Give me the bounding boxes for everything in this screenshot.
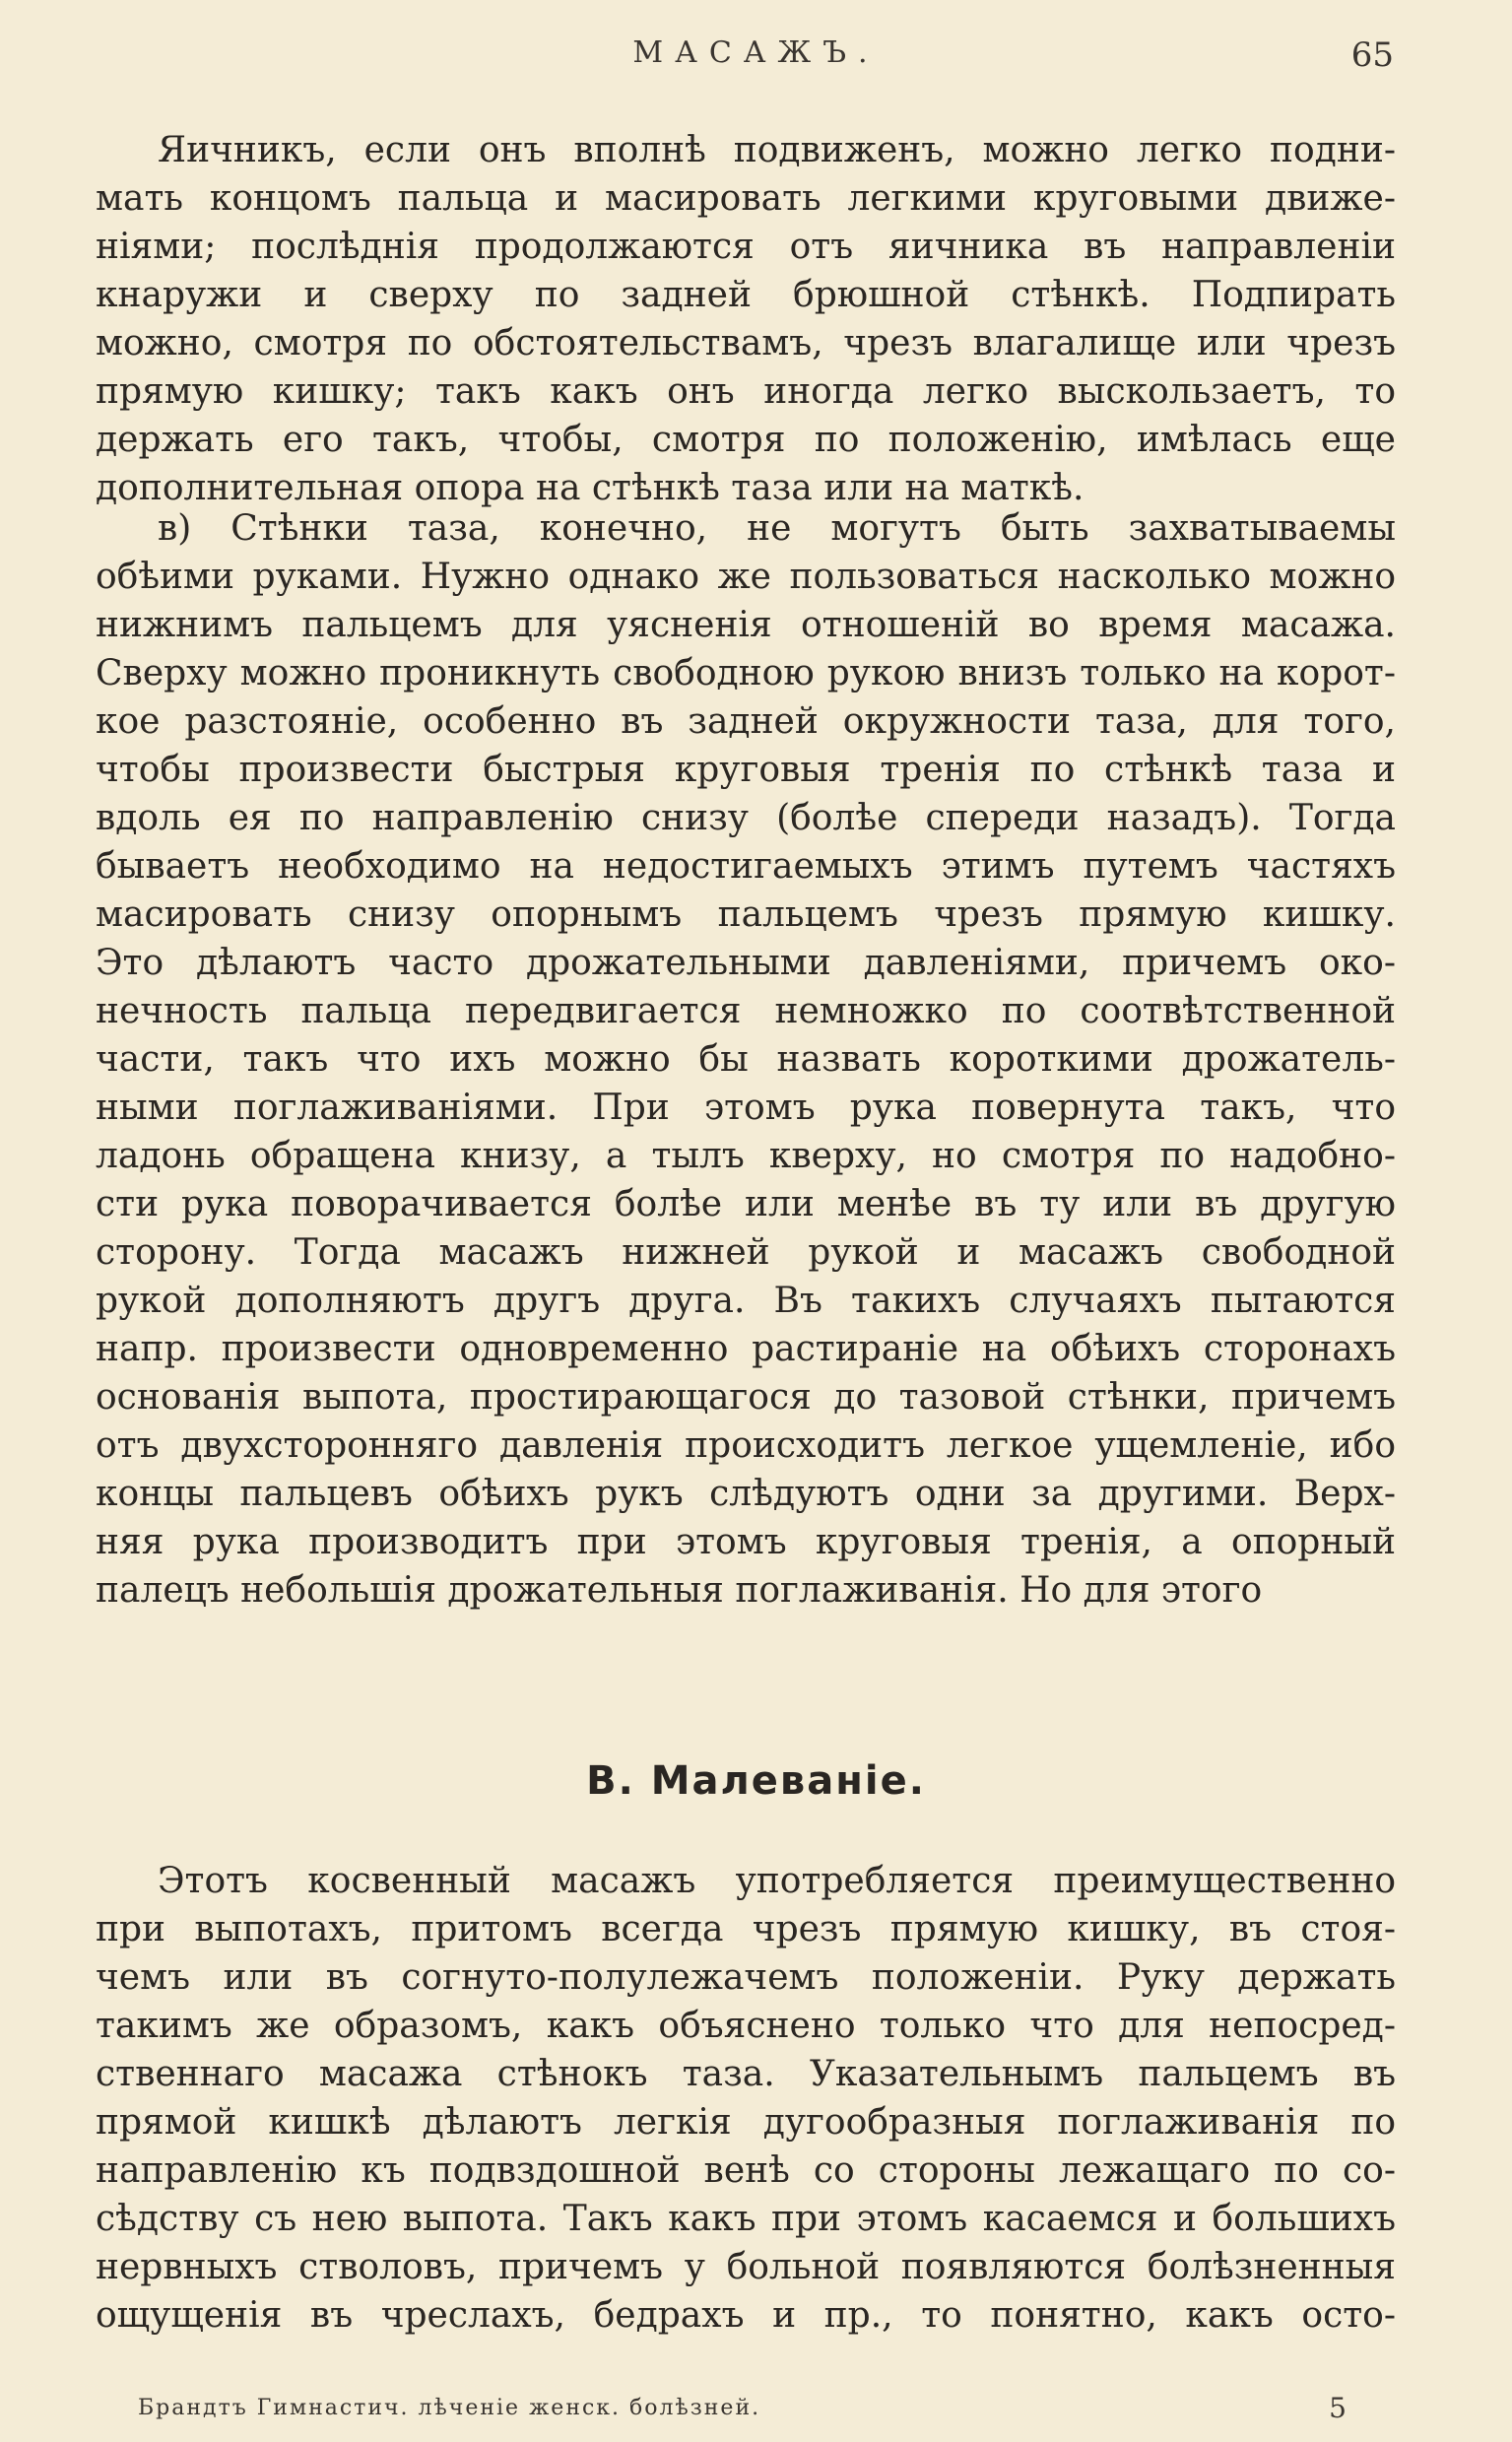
text-line: нечность пальца передвигается немножко по соотвѣтственной (96, 991, 1396, 1031)
text-line: чтобы произвести быстрыя круговыя тренія по стѣнкѣ таза и (96, 750, 1396, 790)
text-line: напр. произвести одновременно растираніе на обѣихъ сторонахъ (96, 1329, 1396, 1369)
text-line: можно, смотря по обстоятельствамъ, чрезъ влагалище или чрезъ (96, 323, 1396, 363)
sheet-number: 5 (1329, 2392, 1347, 2424)
text-line: сторону. Тогда масажъ нижней рукой и масажъ свободной (96, 1232, 1396, 1273)
text-line: части, такъ что ихъ можно бы назвать короткими дрожатель- (96, 1039, 1396, 1080)
paragraph-pelvic-walls (96, 504, 1396, 1615)
text-line: нервныхъ стволовъ, причемъ у больной появляются болѣзненныя (96, 2247, 1396, 2287)
text-line: в) Стѣнки таза, конечно, не могутъ быть захватываемы (158, 508, 1396, 549)
text-line: Этотъ косвенный масажъ употребляется преимущественно (158, 1861, 1396, 1901)
text-line: ственнаго масажа стѣнокъ таза. Указательнымъ пальцемъ въ (96, 2054, 1396, 2094)
text-line: отъ двухсторонняго давленія происходитъ легкое ущемленіе, ибо (96, 1425, 1396, 1466)
text-line: ными поглаживаніями. При этомъ рука повернута такъ, что (96, 1088, 1396, 1128)
text-line: Сверху можно проникнуть свободною рукою внизъ только на корот- (96, 653, 1396, 693)
text-line: кое разстояніе, особенно въ задней окружности таза, для того, (96, 701, 1396, 742)
text-line: прямой кишкѣ дѣлаютъ легкія дугообразныя поглаживанія по (96, 2102, 1396, 2143)
text-line: няя рука производитъ при этомъ круговыя тренія, а опорный (96, 1522, 1396, 1562)
text-line: масировать снизу опорнымъ пальцемъ чрезъ прямую кишку. (96, 894, 1396, 935)
text-line: вдоль ея по направленію снизу (болѣе спереди назадъ). Тогда (96, 798, 1396, 838)
page-number: 65 (1350, 35, 1394, 75)
text-line: Яичникъ, если онъ вполнѣ подвиженъ, можно легко подни- (158, 130, 1396, 170)
text-line: прямую кишку; такъ какъ онъ иногда легко выскользаетъ, то (96, 371, 1396, 412)
text-line: палецъ небольшія дрожательныя поглаживанія. Но для этого (96, 1570, 1263, 1611)
footer-signature: Брандтъ Гимнастич. лѣченіе женск. болѣзней. (138, 2396, 761, 2420)
text-line: концы пальцевъ обѣихъ рукъ слѣдуютъ одни за другими. Верх- (96, 1474, 1396, 1514)
text-line: мать концомъ пальца и масировать легкими круговыми движе- (96, 178, 1396, 219)
text-line: при выпотахъ, притомъ всегда чрезъ прямую кишку, въ стоя- (96, 1909, 1396, 1949)
text-line: обѣими руками. Нужно однако же пользоваться насколько можно (96, 557, 1396, 597)
text-line: кнаружи и сверху по задней брюшной стѣнкѣ. Подпирать (96, 275, 1396, 315)
text-line: сѣдству съ нею выпота. Такъ какъ при этомъ касаемся и большихъ (96, 2199, 1396, 2239)
text-line: дополнительная опора на стѣнкѣ таза или на маткѣ. (96, 468, 1085, 508)
text-line: основанія выпота, простирающагося до тазовой стѣнки, причемъ (96, 1377, 1396, 1418)
running-title: МАСАЖЪ. (632, 35, 880, 70)
text-line: такимъ же образомъ, какъ объяснено только что для непосред- (96, 2006, 1396, 2046)
section-heading: B. Малеваніе. (586, 1758, 926, 1804)
text-line: Это дѣлаютъ часто дрожательными давленіями, причемъ око- (96, 943, 1396, 983)
paragraph-ovary-massage (96, 126, 1396, 512)
text-line: ощущенія въ чреслахъ, бедрахъ и пр., то понятно, какъ осто- (96, 2295, 1396, 2336)
text-line: ніями; послѣднія продолжаются отъ яичника въ направленіи (96, 227, 1396, 267)
text-line: держать его такъ, чтобы, смотря по положенію, имѣлась еще (96, 420, 1396, 460)
text-line: рукой дополняютъ другъ друга. Въ такихъ случаяхъ пытаются (96, 1281, 1396, 1321)
text-line: бываетъ необходимо на недостигаемыхъ этимъ путемъ частяхъ (96, 846, 1396, 887)
paragraph-stroking (96, 1857, 1396, 2340)
text-line: ладонь обращена книзу, а тылъ кверху, но смотря по надобно- (96, 1136, 1396, 1176)
text-line: чемъ или въ согнуто-полулежачемъ положеніи. Руку держать (96, 1957, 1396, 1998)
text-line: направленію къ подвздошной венѣ со стороны лежащаго по со- (96, 2150, 1396, 2191)
text-line: нижнимъ пальцемъ для уясненія отношеній во время масажа. (96, 605, 1396, 645)
text-line: сти рука поворачивается болѣе или менѣе въ ту или въ другую (96, 1184, 1396, 1224)
